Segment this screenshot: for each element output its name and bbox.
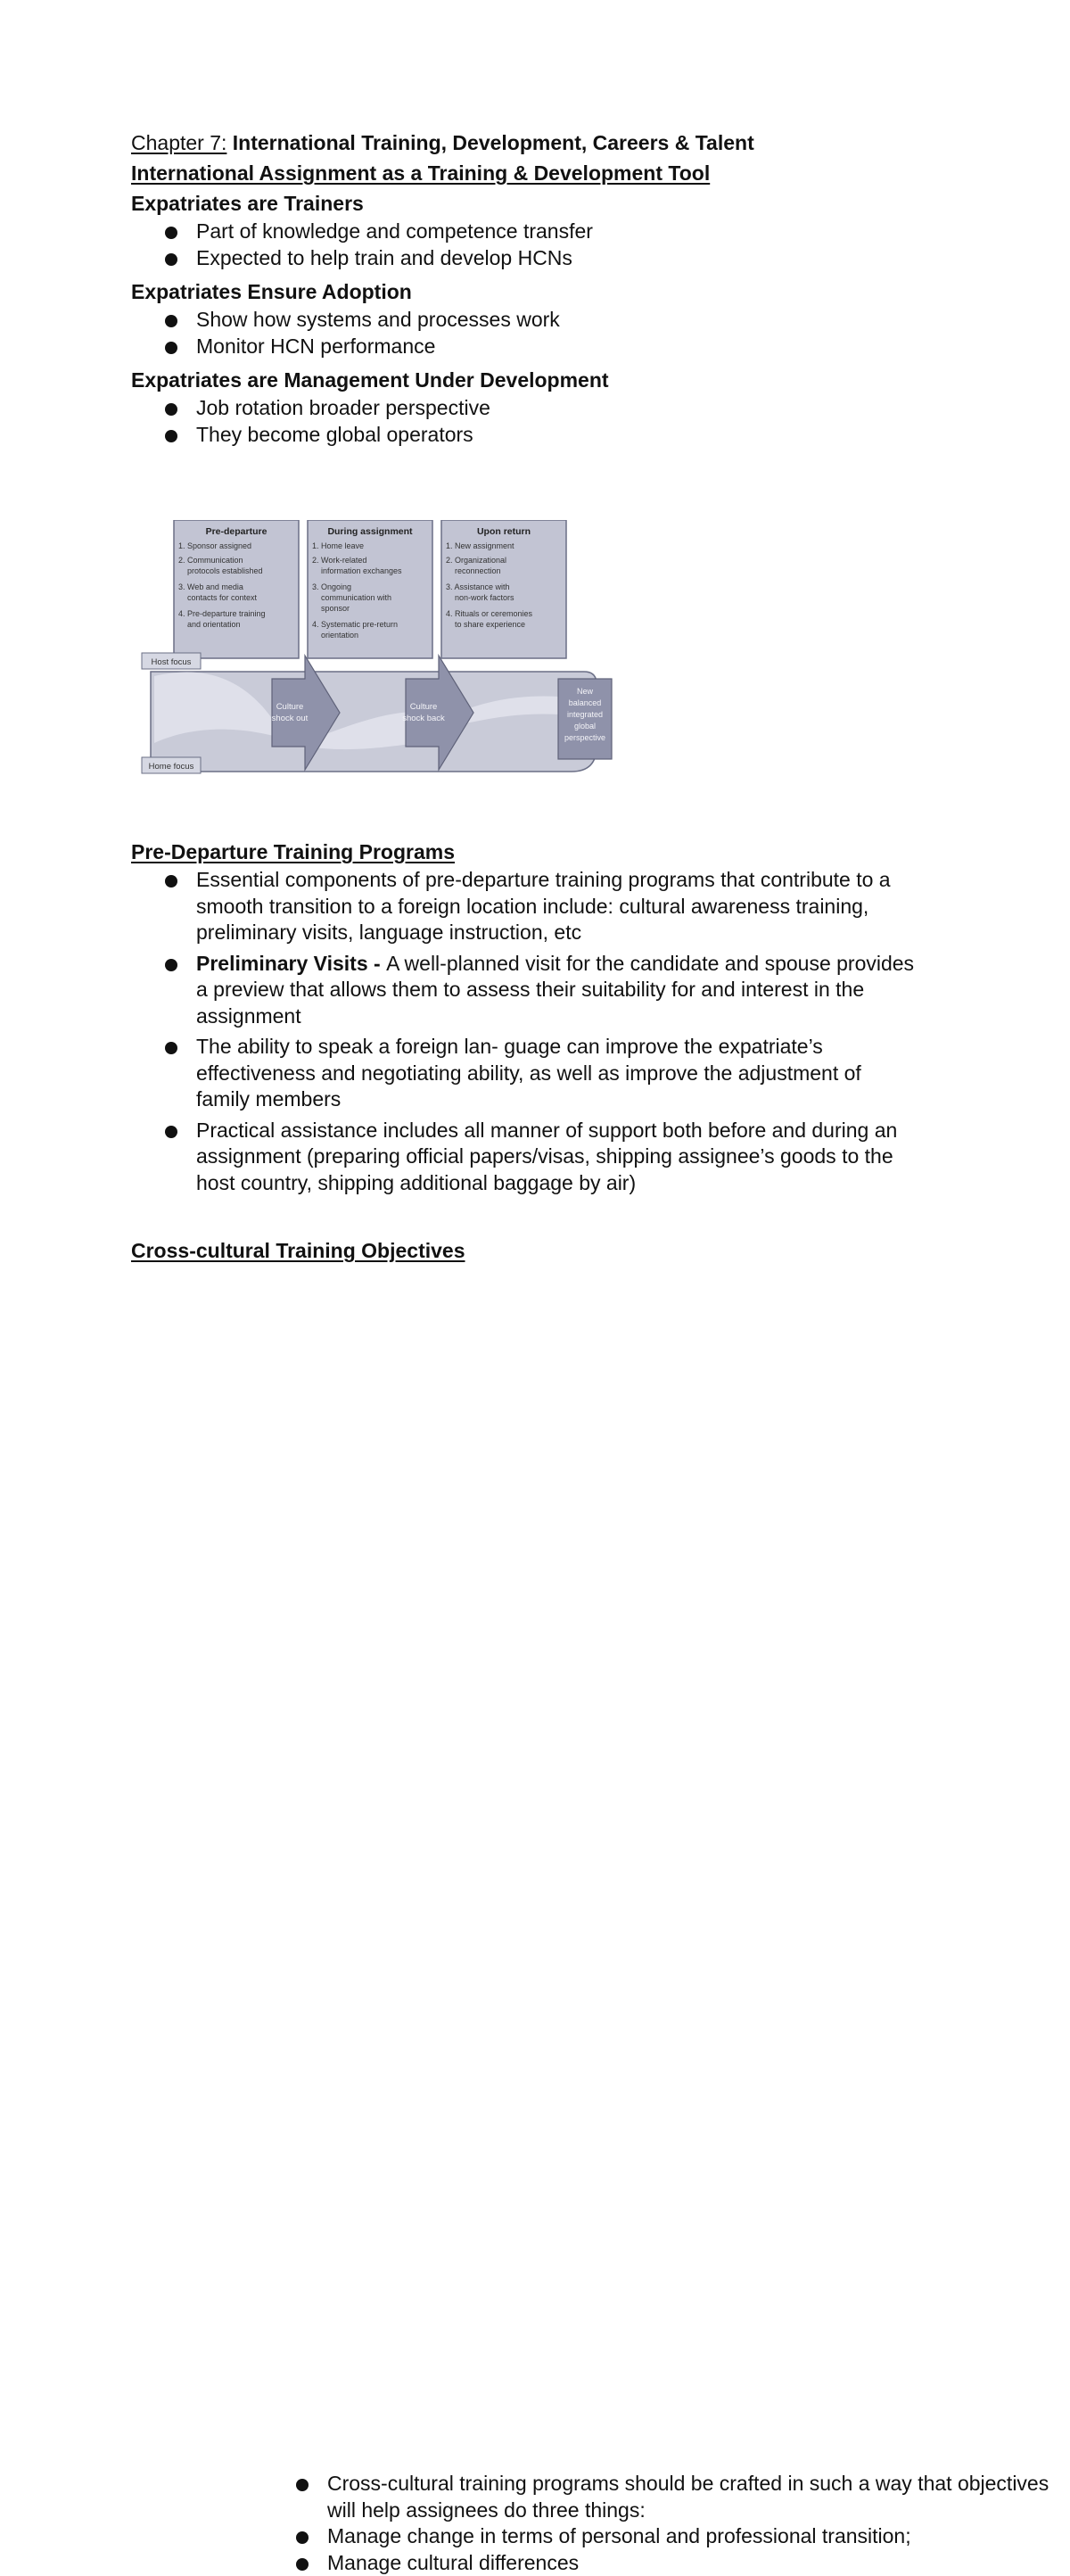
- bullet-list: [131, 867, 969, 1196]
- phase-item: 1. New assignment: [446, 541, 514, 550]
- result-label: perspective: [564, 733, 605, 742]
- section-three: [131, 1235, 969, 1266]
- phase-item: information exchanges: [321, 566, 402, 575]
- phase-item: 3. Ongoing: [312, 582, 351, 591]
- chapter-heading: [131, 128, 951, 158]
- result-label: balanced: [569, 698, 602, 707]
- phase-item: 2. Communication: [178, 556, 243, 565]
- list-item: They become global operators: [131, 422, 951, 449]
- group-title: Expatriates Ensure Adoption: [131, 277, 951, 307]
- list-item: Show how systems and processes work: [131, 307, 951, 334]
- result-label: New: [577, 687, 594, 696]
- section-heading: Pre-Departure Training Programs: [131, 837, 969, 867]
- phase-item: communication with: [321, 593, 391, 602]
- bullet-list: [131, 307, 951, 359]
- phase-item: orientation: [321, 631, 358, 640]
- section-two: [131, 837, 969, 1196]
- expatriation-process-diagram: [140, 520, 617, 788]
- result-label: integrated: [567, 710, 603, 719]
- phase-item: 1. Sponsor assigned: [178, 541, 251, 550]
- item-line: a preview that allows them to assess their suitability for and interest in the: [196, 977, 969, 1003]
- item-line: smooth transition to a foreign location include: cultural awareness training,: [196, 894, 969, 921]
- item-line: will help assignees do three things:: [327, 2498, 1070, 2524]
- item-line: Practical assistance includes all manner of support both before and during an: [196, 1118, 969, 1144]
- phase-item: 2. Work-related: [312, 556, 366, 565]
- phase-item: 1. Home leave: [312, 541, 364, 550]
- list-item: Monitor HCN performance: [131, 334, 951, 360]
- phase-item: 3. Assistance with: [446, 582, 510, 591]
- phase-item: contacts for context: [187, 593, 258, 602]
- phase-title: During assignment: [327, 526, 413, 537]
- result-label: global: [574, 722, 596, 731]
- list-item: [262, 2550, 1070, 2576]
- arrow-label: shock out: [272, 714, 309, 723]
- list-item: Expected to help train and develop HCNs: [131, 245, 951, 272]
- item-line: Manage cultural differences: [327, 2550, 1070, 2576]
- phase-item: sponsor: [321, 604, 350, 613]
- section-heading: International Assignment as a Training & Development Tool: [131, 158, 951, 188]
- item-line: host country, shipping additional baggage by air): [196, 1170, 969, 1197]
- item-line: Essential components of pre-departure training programs that contribute to a: [196, 867, 969, 894]
- list-item: [131, 867, 969, 946]
- list-item: [131, 1034, 969, 1113]
- phase-item: and orientation: [187, 620, 241, 629]
- phase-title: Pre-departure: [206, 526, 268, 537]
- phase-item: to share experience: [455, 620, 525, 629]
- list-item: Part of knowledge and competence transfer: [131, 219, 951, 245]
- group-title: Expatriates are Management Under Development: [131, 365, 951, 395]
- phase-item: 3. Web and media: [178, 582, 243, 591]
- chapter-title: International Training, Development, Careers & Talent: [233, 131, 754, 154]
- arrow-label: Culture: [276, 702, 304, 712]
- phase-item: 2. Organizational: [446, 556, 506, 565]
- item-line: family members: [196, 1086, 969, 1113]
- list-item: [262, 2471, 1070, 2523]
- item-line: Manage change in terms of personal and professional transition;: [327, 2523, 1070, 2550]
- item-line: assignment (preparing official papers/visas, shipping assignee’s goods to the: [196, 1144, 969, 1170]
- bullet-list: [262, 2471, 1070, 2576]
- bullet-list: [131, 395, 951, 448]
- section-one: [131, 128, 951, 448]
- phase-item: protocols established: [187, 566, 263, 575]
- item-line: effectiveness and negotiating ability, as well as improve the adjustment of: [196, 1061, 969, 1087]
- phase-item: 4. Rituals or ceremonies: [446, 609, 533, 618]
- phase-item: reconnection: [455, 566, 501, 575]
- item-line: The ability to speak a foreign lan- guage can improve the expatriate’s: [196, 1034, 969, 1061]
- home-focus-label: Home focus: [149, 762, 194, 772]
- item-line: [196, 951, 969, 978]
- list-item: Job rotation broader perspective: [131, 395, 951, 422]
- section-heading: Cross-cultural Training Objectives: [131, 1235, 969, 1266]
- phase-item: 4. Pre-departure training: [178, 609, 266, 618]
- list-item: [131, 1118, 969, 1197]
- phase-item: 4. Systematic pre-return: [312, 620, 398, 629]
- arrow-label: shock back: [402, 714, 445, 723]
- arrow-label: Culture: [410, 702, 438, 712]
- host-focus-label: Host focus: [152, 657, 192, 667]
- bullet-list: [131, 219, 951, 271]
- item-line: assignment: [196, 1003, 969, 1030]
- item-line: Cross-cultural training programs should be crafted in such a way that objectives: [327, 2471, 1070, 2498]
- phase-item: non-work factors: [455, 593, 514, 602]
- list-item: [262, 2523, 1070, 2550]
- group-title: Expatriates are Trainers: [131, 188, 951, 219]
- item-line: preliminary visits, language instruction, etc: [196, 920, 969, 946]
- phase-title: Upon return: [477, 526, 531, 537]
- item-text: A well-planned visit for the candidate and spouse provides: [386, 952, 914, 975]
- list-item: [131, 951, 969, 1030]
- item-bold-lead: Preliminary Visits -: [196, 952, 386, 975]
- chapter-label: Chapter 7:: [131, 131, 226, 154]
